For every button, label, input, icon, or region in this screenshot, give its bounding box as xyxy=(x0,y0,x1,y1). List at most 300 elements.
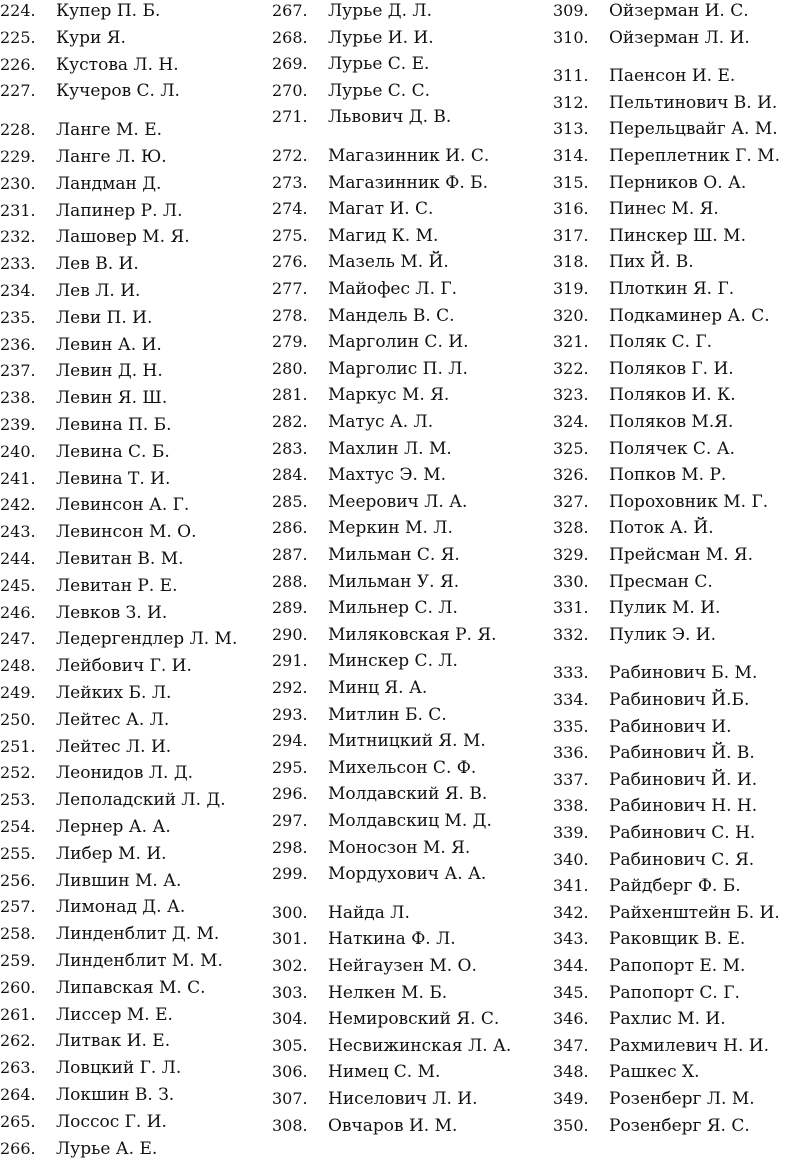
entry-number: 324. xyxy=(553,412,589,431)
list-item xyxy=(553,622,716,648)
list-item xyxy=(272,249,449,275)
list-item xyxy=(553,926,745,952)
entry-name: Левин Д. Н. xyxy=(56,361,163,382)
entry-name: Переплетник Г. М. xyxy=(609,146,780,166)
list-item xyxy=(272,0,432,24)
entry-number: 286. xyxy=(272,518,308,538)
entry-number: 271. xyxy=(272,107,308,127)
entry-number: 231. xyxy=(0,200,36,220)
entry-number: 235. xyxy=(0,307,36,327)
entry-number: 318. xyxy=(553,252,589,272)
list-item xyxy=(0,52,179,78)
entry-number: 285. xyxy=(272,491,308,511)
list-item xyxy=(272,861,486,887)
list-item xyxy=(272,436,452,462)
list-item xyxy=(272,835,470,861)
entry-number: 305. xyxy=(272,1035,308,1055)
entry-number: 311. xyxy=(553,66,589,86)
entry-name: Ледергендлер Л. М. xyxy=(56,629,238,650)
entry-name: Молдавскиц М. Д. xyxy=(328,811,492,831)
list-item xyxy=(0,546,184,572)
entry-name: Лившин М. А. xyxy=(56,870,182,891)
list-item xyxy=(272,926,456,952)
entry-number: 349. xyxy=(553,1089,589,1108)
list-item xyxy=(553,436,735,462)
list-item xyxy=(272,569,459,595)
entry-name: Лимонад Д. А. xyxy=(56,897,186,918)
entry-number: 289. xyxy=(272,598,308,618)
entry-number: 283. xyxy=(272,438,308,458)
entry-name: Кустова Л. Н. xyxy=(56,54,179,75)
entry-number: 332. xyxy=(553,624,589,644)
list-item xyxy=(0,760,193,786)
entry-name: Рабинович Й.Б. xyxy=(609,690,750,710)
list-item xyxy=(0,117,162,143)
entry-name: Лернер А. А. xyxy=(56,817,171,837)
entry-name: Марголис П. Л. xyxy=(328,358,468,379)
entry-number: 295. xyxy=(272,757,308,777)
entry-number: 296. xyxy=(272,784,308,804)
entry-name: Лурье С. Е. xyxy=(328,54,430,75)
list-item xyxy=(553,489,768,515)
entry-number: 302. xyxy=(272,956,308,975)
entry-name: Меерович Л. А. xyxy=(328,491,468,512)
entry-number: 240. xyxy=(0,441,36,461)
list-item xyxy=(553,740,755,766)
entry-number: 236. xyxy=(0,334,36,354)
entry-name: Рапопорт Е. М. xyxy=(609,956,746,976)
list-item xyxy=(553,569,713,595)
entry-name: Райхенштейн Б. И. xyxy=(609,902,780,923)
list-item xyxy=(0,385,167,411)
list-item xyxy=(553,953,745,979)
entry-number: 279. xyxy=(272,332,308,352)
entry-name: Леонидов Л. Д. xyxy=(56,763,194,784)
list-item xyxy=(553,900,780,926)
entry-number: 310. xyxy=(553,27,589,47)
entry-number: 252. xyxy=(0,763,36,783)
list-item xyxy=(0,1028,170,1054)
entry-number: 276. xyxy=(272,252,308,272)
entry-number: 272. xyxy=(272,146,308,165)
entry-number: 329. xyxy=(553,545,589,564)
entry-name: Рабинович И. xyxy=(609,716,732,737)
entry-name: Моносзон М. Я. xyxy=(328,837,471,858)
entry-number: 278. xyxy=(272,305,308,325)
list-item xyxy=(553,1086,755,1112)
entry-name: Перельцвайг А. М. xyxy=(609,119,778,140)
list-item xyxy=(553,1006,726,1032)
entry-name: Ланге Л. Ю. xyxy=(56,147,167,167)
entry-number: 345. xyxy=(553,982,589,1002)
list-item xyxy=(553,276,734,302)
entry-name: Лашовер М. Я. xyxy=(56,227,190,248)
entry-name: Поляков И. К. xyxy=(609,385,736,406)
list-item xyxy=(0,600,167,626)
entry-number: 244. xyxy=(0,549,36,568)
list-item xyxy=(272,78,430,104)
entry-number: 250. xyxy=(0,709,36,729)
list-item xyxy=(553,196,719,222)
list-item xyxy=(0,305,152,331)
entry-name: Линденблит М. М. xyxy=(56,951,223,971)
entry-number: 331. xyxy=(553,598,589,618)
entry-number: 323. xyxy=(553,385,589,405)
entry-name: Ловцкий Г. Л. xyxy=(56,1058,182,1079)
entry-number: 254. xyxy=(0,817,36,836)
entry-number: 339. xyxy=(553,823,589,842)
list-item xyxy=(0,0,160,24)
entry-name: Пих Й. В. xyxy=(609,252,694,273)
entry-number: 275. xyxy=(272,225,308,245)
list-item xyxy=(272,781,487,807)
list-item xyxy=(0,198,183,224)
list-item xyxy=(553,847,754,873)
list-item xyxy=(272,143,489,169)
entry-name: Раковщик В. Е. xyxy=(609,929,746,950)
list-item xyxy=(272,170,488,196)
entry-name: Рабинович Й. В. xyxy=(609,743,755,764)
entry-name: Попков М. Р. xyxy=(609,465,727,486)
entry-name: Рабинович Й. И. xyxy=(609,769,758,790)
list-item xyxy=(0,1055,181,1081)
entry-number: 228. xyxy=(0,120,36,140)
list-item xyxy=(553,1033,769,1059)
entry-name: Левинсон А. Г. xyxy=(56,495,190,516)
list-item xyxy=(272,675,427,701)
list-item xyxy=(272,1113,457,1139)
entry-number: 288. xyxy=(272,571,308,591)
list-item xyxy=(0,251,139,277)
entry-name: Купер П. Б. xyxy=(56,1,161,21)
entry-name: Рабинович С. Я. xyxy=(609,849,755,870)
list-item xyxy=(0,573,177,599)
entry-name: Литвак И. Е. xyxy=(56,1031,171,1052)
entry-number: 229. xyxy=(0,147,36,166)
entry-number: 292. xyxy=(272,678,308,697)
entry-number: 233. xyxy=(0,254,36,274)
list-item xyxy=(272,462,446,488)
entry-number: 249. xyxy=(0,683,36,702)
entry-number: 245. xyxy=(0,575,36,595)
entry-number: 335. xyxy=(553,716,589,736)
entry-name: Поляк С. Г. xyxy=(609,332,713,353)
list-item xyxy=(0,224,190,250)
entry-number: 298. xyxy=(272,837,308,857)
entry-name: Липавская М. С. xyxy=(56,977,206,998)
entry-number: 333. xyxy=(553,663,589,683)
list-item xyxy=(553,542,753,568)
list-item xyxy=(553,170,746,196)
entry-number: 306. xyxy=(272,1062,308,1082)
list-item xyxy=(0,1109,167,1135)
list-item xyxy=(0,975,206,1001)
list-item xyxy=(0,787,226,813)
entry-name: Нейгаузен М. О. xyxy=(328,956,477,976)
entry-name: Кури Я. xyxy=(56,27,126,48)
entry-number: 282. xyxy=(272,412,308,431)
entry-number: 301. xyxy=(272,929,308,949)
entry-name: Розенберг Я. С. xyxy=(609,1115,750,1136)
list-item xyxy=(0,439,170,465)
list-item xyxy=(0,358,163,384)
entry-name: Мазель М. Й. xyxy=(328,252,449,273)
entry-number: 270. xyxy=(272,80,308,100)
entry-number: 334. xyxy=(553,690,589,709)
list-item xyxy=(0,25,126,51)
entry-name: Минц Я. А. xyxy=(328,678,428,698)
list-item xyxy=(553,793,757,819)
entry-number: 300. xyxy=(272,902,308,922)
entry-number: 291. xyxy=(272,651,308,671)
entry-number: 258. xyxy=(0,924,36,944)
list-item xyxy=(272,595,458,621)
entry-name: Левков З. И. xyxy=(56,602,168,623)
list-item xyxy=(553,382,736,408)
entry-name: Митлин Б. С. xyxy=(328,704,447,725)
entry-name: Рапопорт С. Г. xyxy=(609,982,740,1003)
entry-name: Ниселович Л. И. xyxy=(328,1089,478,1109)
entry-name: Магат И. С. xyxy=(328,199,434,220)
entry-name: Мандель В. С. xyxy=(328,305,455,326)
list-item xyxy=(553,873,741,899)
entry-number: 256. xyxy=(0,870,36,890)
list-item xyxy=(272,1059,440,1085)
entry-number: 284. xyxy=(272,465,308,485)
entry-name: Махтус Э. М. xyxy=(328,465,447,486)
list-item xyxy=(553,223,746,249)
entry-number: 327. xyxy=(553,491,589,511)
entry-number: 325. xyxy=(553,438,589,458)
entry-name: Лоссос Г. И. xyxy=(56,1111,167,1132)
entry-name: Прейсман М. Я. xyxy=(609,545,754,565)
entry-number: 341. xyxy=(553,876,589,896)
list-item xyxy=(0,412,172,438)
entry-name: Линденблит Д. М. xyxy=(56,924,220,945)
list-item xyxy=(272,303,455,329)
entry-name: Мордухович А. А. xyxy=(328,864,487,885)
entry-number: 338. xyxy=(553,796,589,816)
list-item xyxy=(0,734,171,760)
list-item xyxy=(272,51,429,77)
entry-number: 237. xyxy=(0,361,36,381)
list-item xyxy=(553,63,735,89)
entry-name: Левина Т. И. xyxy=(56,468,171,489)
list-item xyxy=(553,687,749,713)
entry-name: Лурье И. И. xyxy=(328,27,434,48)
list-item xyxy=(272,755,476,781)
entry-number: 261. xyxy=(0,1004,36,1024)
entry-number: 227. xyxy=(0,81,36,101)
entry-name: Перников О. А. xyxy=(609,172,747,193)
list-item xyxy=(272,329,468,355)
entry-number: 238. xyxy=(0,388,36,408)
list-item xyxy=(553,249,694,275)
entry-number: 347. xyxy=(553,1035,589,1055)
list-item xyxy=(0,921,219,947)
entry-number: 313. xyxy=(553,119,589,139)
list-item xyxy=(0,707,169,733)
entry-number: 251. xyxy=(0,736,36,756)
list-item xyxy=(553,356,734,382)
list-item xyxy=(272,409,433,435)
entry-name: Магазинник И. С. xyxy=(328,146,490,166)
entry-name: Кучеров С. Л. xyxy=(56,81,180,102)
list-item xyxy=(553,90,777,116)
entry-number: 265. xyxy=(0,1111,36,1131)
list-item xyxy=(553,143,780,169)
entry-name: Наткина Ф. Л. xyxy=(328,929,456,950)
entry-number: 314. xyxy=(553,146,589,165)
list-item xyxy=(553,980,740,1006)
entry-number: 268. xyxy=(272,27,308,47)
entry-number: 326. xyxy=(553,465,589,485)
entry-name: Пулик Э. И. xyxy=(609,624,717,645)
entry-number: 304. xyxy=(272,1009,308,1029)
entry-number: 320. xyxy=(553,305,589,325)
entry-number: 312. xyxy=(553,92,589,112)
list-item xyxy=(0,466,170,492)
entry-name: Ойзерман Л. И. xyxy=(609,27,750,48)
entry-name: Марголин С. И. xyxy=(328,332,469,353)
entry-number: 340. xyxy=(553,849,589,869)
entry-name: Матус А. Л. xyxy=(328,412,434,432)
entry-number: 316. xyxy=(553,199,589,219)
entry-name: Лейких Б. Л. xyxy=(56,683,172,703)
entry-number: 290. xyxy=(272,624,308,644)
entry-name: Ландман Д. xyxy=(56,173,162,194)
entry-name: Поляков М.Я. xyxy=(609,412,734,432)
entry-name: Майофес Л. Г. xyxy=(328,279,458,299)
entry-name: Леполадский Л. Д. xyxy=(56,790,226,811)
list-item xyxy=(272,356,468,382)
entry-number: 248. xyxy=(0,656,36,676)
entry-name: Махлин Л. М. xyxy=(328,438,452,459)
entry-number: 274. xyxy=(272,199,308,219)
entry-name: Несвижинская Л. А. xyxy=(328,1035,512,1056)
entry-name: Пинскер Ш. М. xyxy=(609,225,746,246)
list-item xyxy=(0,1136,157,1162)
list-item xyxy=(553,1059,700,1085)
entry-number: 328. xyxy=(553,518,589,538)
entry-name: Левин А. И. xyxy=(56,334,162,355)
entry-number: 348. xyxy=(553,1062,589,1082)
entry-number: 281. xyxy=(272,385,308,405)
list-item xyxy=(272,223,438,249)
entry-number: 226. xyxy=(0,54,36,74)
entry-name: Лурье С. С. xyxy=(328,80,431,101)
entry-number: 253. xyxy=(0,790,36,810)
entry-name: Левин Я. Ш. xyxy=(56,388,168,409)
entry-name: Мильман У. Я. xyxy=(328,571,460,592)
list-item xyxy=(272,808,492,834)
list-item xyxy=(553,820,755,846)
list-item xyxy=(0,626,237,652)
entry-number: 234. xyxy=(0,281,36,300)
entry-number: 308. xyxy=(272,1115,308,1135)
entry-number: 277. xyxy=(272,279,308,298)
entry-name: Немировский Я. С. xyxy=(328,1009,500,1030)
list-item xyxy=(272,542,460,568)
list-item xyxy=(553,303,770,329)
entry-name: Рахлис М. И. xyxy=(609,1009,726,1030)
entry-name: Поляков Г. И. xyxy=(609,358,734,379)
entry-name: Левина С. Б. xyxy=(56,441,170,462)
entry-name: Пресман С. xyxy=(609,571,713,592)
entry-name: Пельтинович В. И. xyxy=(609,92,778,113)
entry-number: 321. xyxy=(553,332,589,352)
entry-name: Магид К. М. xyxy=(328,225,439,246)
list-item xyxy=(272,25,434,51)
entry-name: Паенсон И. Е. xyxy=(609,66,736,87)
list-item xyxy=(0,278,140,304)
entry-name: Лев Л. И. xyxy=(56,281,141,301)
list-item xyxy=(553,767,757,793)
entry-number: 266. xyxy=(0,1138,36,1158)
entry-name: Лев В. И. xyxy=(56,254,139,275)
list-item xyxy=(553,714,731,740)
entry-number: 297. xyxy=(272,811,308,830)
list-item xyxy=(272,622,496,648)
list-item xyxy=(272,980,447,1006)
list-item xyxy=(0,814,171,840)
entry-name: Митницкий Я. М. xyxy=(328,731,486,752)
entry-name: Молдавский Я. В. xyxy=(328,784,488,805)
entry-number: 246. xyxy=(0,602,36,622)
entry-number: 344. xyxy=(553,956,589,975)
list-item xyxy=(272,1006,499,1032)
list-item xyxy=(553,515,714,541)
list-item xyxy=(0,841,167,867)
list-item xyxy=(0,1082,174,1108)
entry-name: Найда Л. xyxy=(328,902,410,923)
list-item xyxy=(553,329,712,355)
list-item xyxy=(553,409,733,435)
list-item xyxy=(0,171,161,197)
entry-name: Лурье А. Е. xyxy=(56,1138,158,1159)
entry-name: Магазинник Ф. Б. xyxy=(328,172,489,193)
list-item xyxy=(272,953,477,979)
entry-number: 273. xyxy=(272,172,308,192)
list-item xyxy=(0,519,197,545)
entry-number: 225. xyxy=(0,27,36,47)
list-item xyxy=(272,648,458,674)
entry-number: 242. xyxy=(0,495,36,515)
list-item xyxy=(0,680,171,706)
entry-name: Ойзерман И. С. xyxy=(609,1,749,21)
entry-number: 317. xyxy=(553,225,589,245)
entry-number: 260. xyxy=(0,977,36,997)
entry-number: 322. xyxy=(553,358,589,378)
list-item xyxy=(272,728,486,754)
entry-name: Лейтес А. Л. xyxy=(56,709,170,730)
list-item xyxy=(272,276,457,302)
entry-number: 343. xyxy=(553,929,589,949)
list-item xyxy=(553,462,726,488)
entry-name: Нимец С. М. xyxy=(328,1062,441,1083)
entry-number: 239. xyxy=(0,415,36,434)
entry-number: 264. xyxy=(0,1085,36,1104)
entry-name: Пороховник М. Г. xyxy=(609,491,769,512)
entry-name: Пинес М. Я. xyxy=(609,199,719,220)
entry-name: Рахмилевич Н. И. xyxy=(609,1035,769,1056)
list-item xyxy=(0,78,180,104)
entry-name: Меркин М. Л. xyxy=(328,518,453,539)
entry-name: Пулик М. И. xyxy=(609,598,721,619)
entry-number: 346. xyxy=(553,1009,589,1029)
entry-name: Левинсон М. О. xyxy=(56,522,197,543)
entry-name: Лейбович Г. И. xyxy=(56,656,192,677)
